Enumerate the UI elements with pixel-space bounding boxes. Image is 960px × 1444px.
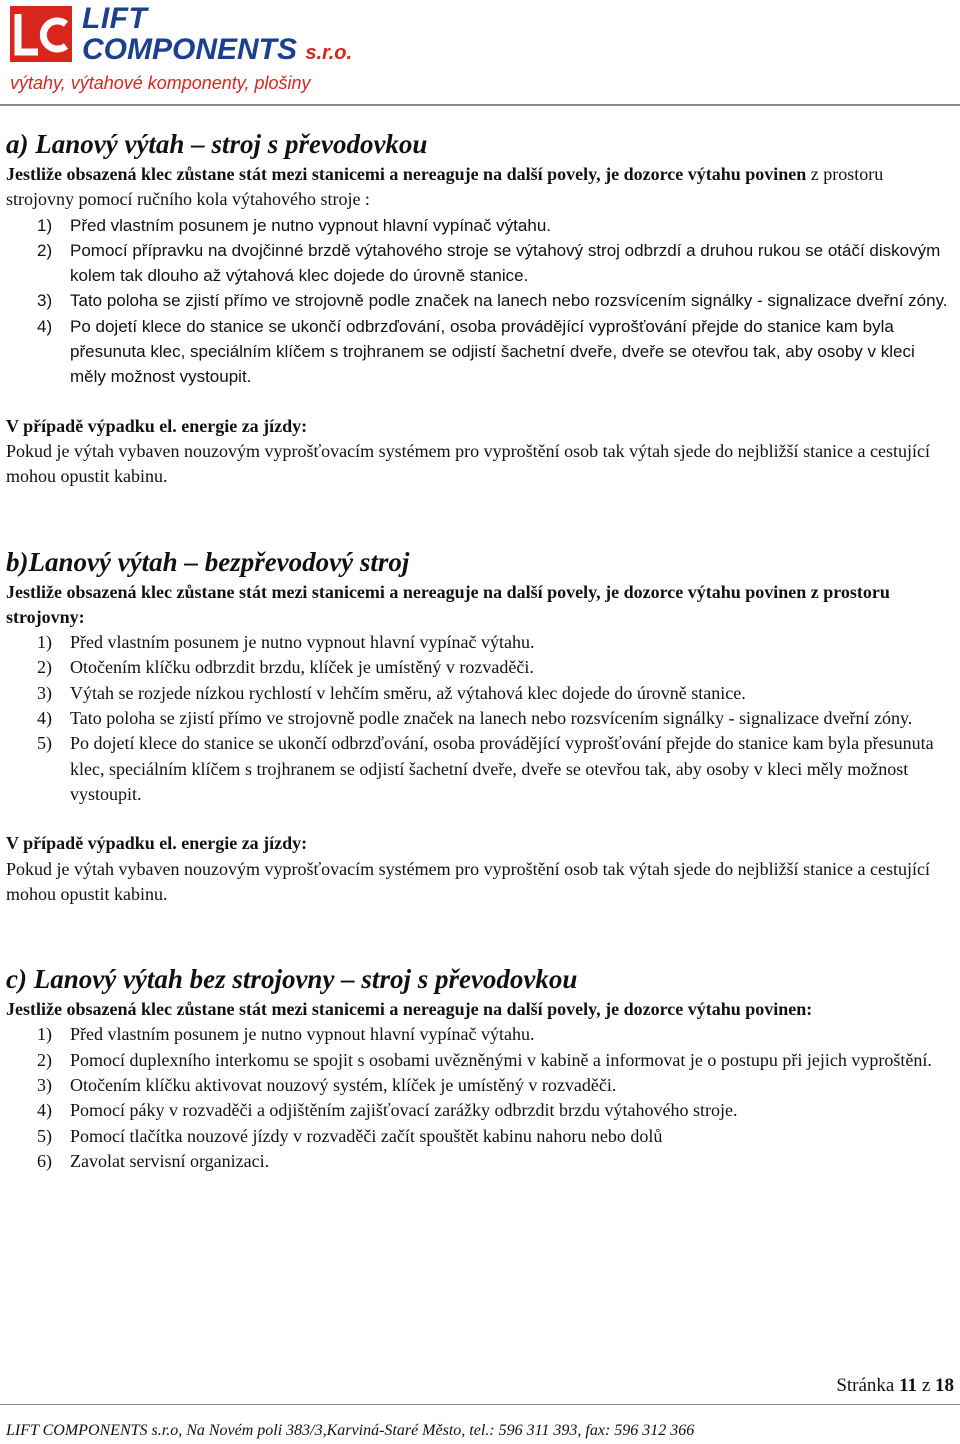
section-a-steps (6, 213, 954, 390)
step-number: 2) (37, 240, 53, 260)
list-item (6, 1149, 954, 1174)
section-b-outage-title: V případě výpadku el. energie za jízdy: (6, 833, 308, 854)
step-number: 1) (37, 215, 53, 235)
page-sep: z (921, 1375, 931, 1396)
list-item (6, 314, 954, 390)
page-label: Stránka (836, 1375, 895, 1396)
section-b-intro (6, 580, 954, 631)
brand-components: COMPONENTS (82, 33, 298, 66)
list-item (6, 655, 954, 680)
section-a-intro (6, 162, 954, 213)
list-item (6, 238, 954, 289)
step-text: Otočením klíčku odbrzdit brzdu, klíček je umístěný v rozvaděči. (70, 657, 534, 678)
section-b-title: b)Lanový výtah – bezpřevodový stroj (6, 546, 410, 577)
section-c (6, 961, 954, 1174)
section-a-outage-title: V případě výpadku el. energie za jízdy: (6, 415, 308, 436)
step-number: 4) (37, 1100, 52, 1121)
step-number: 5) (37, 733, 52, 754)
step-text: Pomocí přípravku na dvojčinné brzdě výtahového stroje se výtahový stroj odbrzdí a druhou rukou se otáčí diskovým kolem tak dlouho až výtahová klec dojede do úrovně stanice. (70, 240, 941, 286)
list-item (6, 681, 954, 706)
step-number: 4) (37, 708, 52, 729)
step-number: 2) (37, 657, 52, 678)
page-current: 11 (899, 1375, 918, 1396)
section-a-intro-bold: Jestliže obsazená klec zůstane stát mezi stanicemi a nereaguje na další povely, je dozorce výtahu povinen (6, 164, 807, 184)
step-number: 3) (37, 291, 53, 311)
list-item (6, 731, 954, 807)
list-item (6, 288, 954, 313)
section-c-title: c) Lanový výtah bez strojovny – stroj s převodovkou (6, 964, 578, 995)
section-a-intro-rest: z prostoru strojovny pomocí ručního kola výtahového stroje : (6, 164, 884, 210)
header-divider (0, 104, 960, 106)
step-number: 6) (37, 1150, 52, 1171)
section-a (6, 126, 954, 490)
section-a-outage-text: Pokud je výtah vybaven nouzovým vyprošťovacím systémem pro vyproštění osob tak výtah sjede do nejbližší stanice a cestující mohou opustit kabinu. (6, 440, 931, 487)
list-item (6, 630, 954, 655)
brand-suffix: s.r.o. (305, 42, 353, 64)
brand-name-line1: LIFT (82, 2, 148, 35)
step-text: Před vlastním posunem je nutno vypnout hlavní vypínač výtahu. (70, 1024, 535, 1045)
tagline: výtahy, výtahové komponenty, plošiny (10, 73, 311, 93)
step-number: 1) (37, 1024, 52, 1045)
step-number: 5) (37, 1125, 52, 1146)
footer-address: LIFT COMPONENTS s.r.o, Na Novém poli 383/3,Karviná-Staré Město, tel.: 596 311 393, fax: 596 312 366 (6, 1422, 695, 1439)
list-item (6, 1073, 954, 1098)
section-b-intro-bold: Jestliže obsazená klec zůstane stát mezi stanicemi a nereaguje na další povely, je dozorce výtahu povinen z prostoru strojovny: (6, 581, 890, 627)
list-item (6, 1048, 954, 1073)
step-text: Zavolat servisní organizaci. (70, 1150, 270, 1171)
step-number: 2) (37, 1049, 52, 1070)
section-a-title: a) Lanový výtah – stroj s převodovkou (6, 129, 428, 159)
step-text: Pomocí páky v rozvaděči a odjištěním zajišťovací zarážky odbrzdit brzdu výtahového stroje. (70, 1100, 738, 1121)
step-text: Před vlastním posunem je nutno vypnout hlavní vypínač výtahu. (70, 632, 535, 653)
list-item (6, 1022, 954, 1047)
step-text: Tato poloha se zjistí přímo ve strojovně podle značek na lanech nebo rozsvícením signálky - signalizace dveřní zóny. (70, 291, 948, 311)
step-text: Před vlastním posunem je nutno vypnout hlavní vypínač výtahu. (70, 215, 551, 235)
step-number: 4) (37, 316, 53, 336)
section-b (6, 544, 954, 908)
section-b-outage-text: Pokud je výtah vybaven nouzovým vyprošťovacím systémem pro vyproštění osob tak výtah sjede do nejbližší stanice a cestující mohou opustit kabinu. (6, 858, 931, 904)
step-text: Pomocí tlačítka nouzové jízdy v rozvaděči začít spouštět kabinu nahoru nebo dolů (70, 1125, 663, 1146)
section-c-intro-bold: Jestliže obsazená klec zůstane stát mezi stanicemi a nereaguje na další povely, je dozorce výtahu povinen: (6, 999, 813, 1020)
logo-lc-icon (10, 6, 72, 62)
step-text: Tato poloha se zjistí přímo ve strojovně podle značek na lanech nebo rozsvícením signálky - signalizace dveřní zóny. (70, 708, 913, 729)
step-text: Pomocí duplexního interkomu se spojit s osobami uvězněnými v kabině a informovat je o postupu při jejich vyproštění. (70, 1049, 932, 1070)
step-text: Po dojetí klece do stanice se ukončí odbrzďování, osoba provádějící vyprošťování přejde do stanice kam byla přesunuta klec, speciálním klíčem s trojhranem se odjistí šachetní dveře, dveře se otevřou tak, aby osoby v kleci měly možnost vystoupit. (70, 316, 915, 387)
step-text: Otočením klíčku aktivovat nouzový systém, klíček je umístěný v rozvaděči. (70, 1075, 617, 1096)
footer-divider (0, 1404, 960, 1405)
document-body (6, 126, 954, 1174)
list-item (6, 1124, 954, 1149)
list-item (6, 706, 954, 731)
step-number: 1) (37, 632, 52, 653)
step-number: 3) (37, 682, 52, 703)
step-number: 3) (37, 1075, 52, 1096)
step-text: Výtah se rozjede nízkou rychlostí v lehčím směru, až výtahová klec dojede do úrovně stanice. (70, 682, 746, 703)
section-b-steps (6, 630, 954, 807)
company-logo (10, 6, 72, 62)
section-c-steps (6, 1022, 954, 1174)
list-item (6, 1098, 954, 1123)
brand-name-line2 (82, 33, 352, 70)
section-c-intro (6, 997, 954, 1022)
list-item (6, 213, 954, 238)
step-text: Po dojetí klece do stanice se ukončí odbrzďování, osoba provádějící vyprošťování přejde do stanice kam byla přesunuta klec, speciálním klíčem s trojhranem se odjistí šachetní dveře, dveře se otevřou tak, aby osoby v kleci měly možnost vystoupit. (70, 733, 934, 804)
page-total: 18 (935, 1375, 954, 1396)
page-number (836, 1374, 954, 1398)
